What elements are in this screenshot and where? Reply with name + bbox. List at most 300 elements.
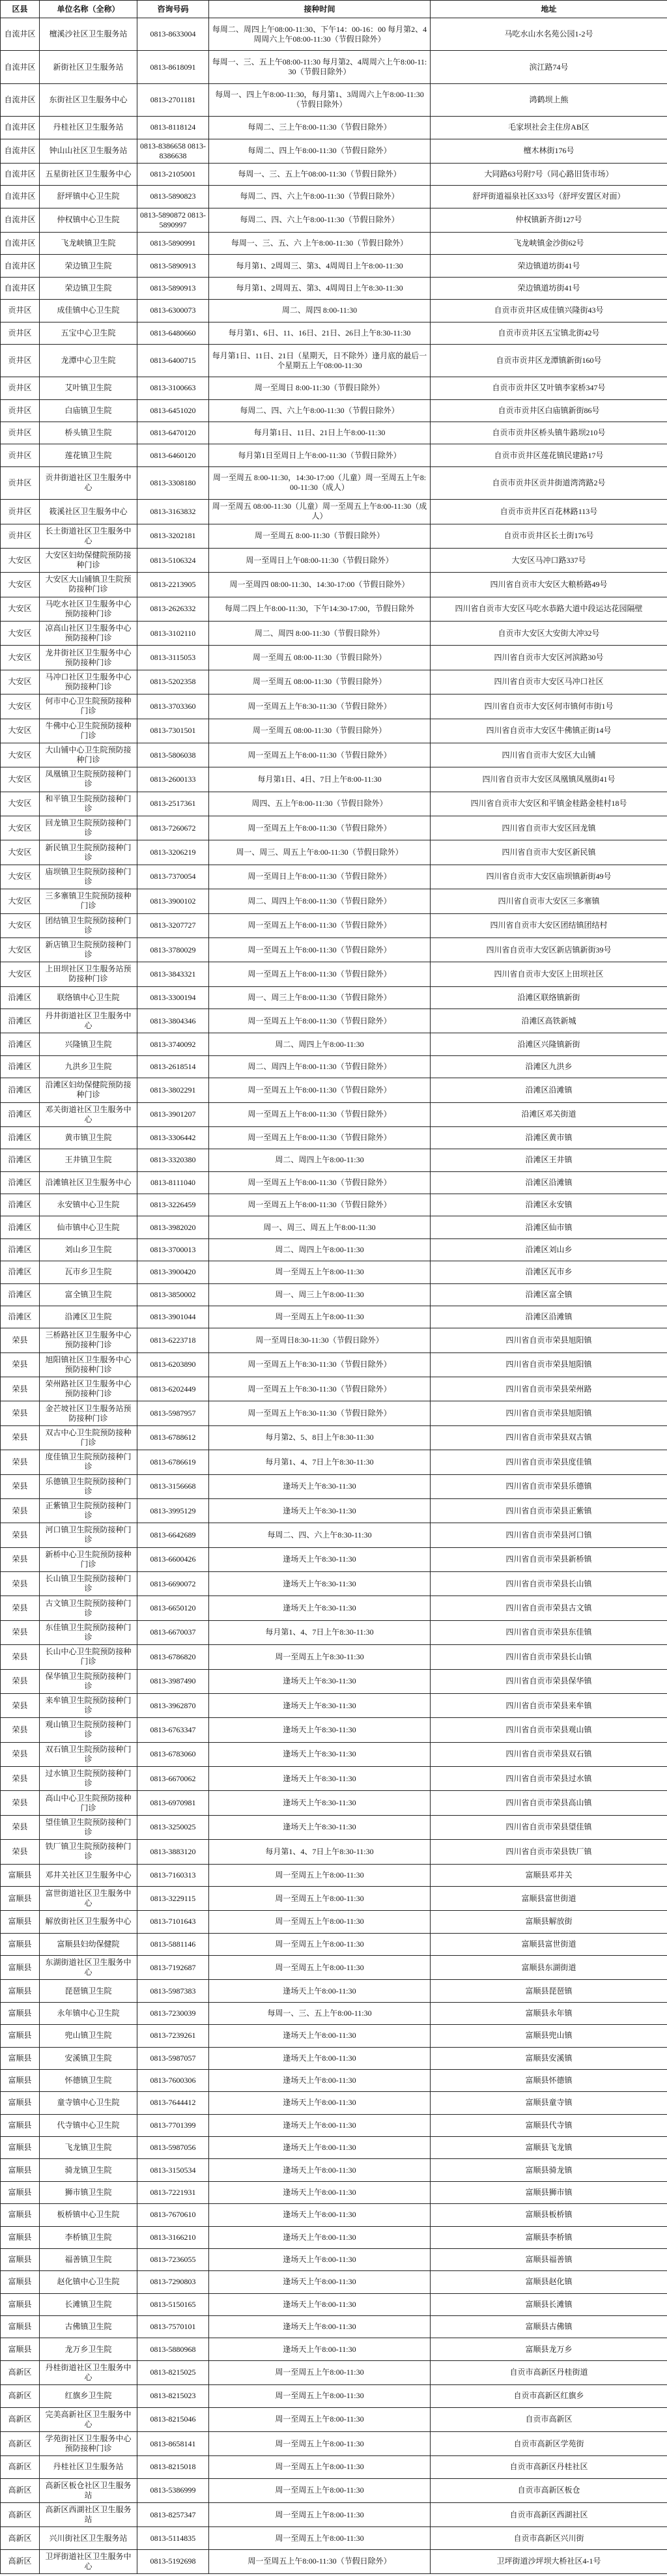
cell-district: 荣县	[1, 1620, 40, 1644]
table-row	[1, 1742, 667, 1766]
header-unit: 单位名称（全称）	[40, 1, 137, 18]
cell-unit: 过水镇卫生院预防接种门诊	[40, 1767, 137, 1791]
cell-unit: 马吃水社区卫生服务中心预防接种门诊	[40, 597, 137, 621]
cell-district: 大安区	[1, 719, 40, 743]
table-row	[1, 743, 667, 767]
table-row	[1, 1669, 667, 1693]
cell-time: 周一至周五上午8:00-11:30	[209, 2431, 431, 2455]
cell-time: 周一至周五上午8:00-11:30（节假日除外）	[209, 1126, 431, 1149]
cell-time: 每周二、四、六上午8:00-11:30（节假日除外）	[209, 186, 431, 208]
cell-address: 四川省自贡市大安区马吃水恭路大道中段运达花园隔壁	[431, 597, 667, 621]
table-row	[1, 1425, 667, 1450]
cell-time: 周二、周四 8:00-11:30（节假日除外）	[209, 622, 431, 646]
cell-time: 每月第1、4、7日上午8:30-11:30	[209, 1620, 431, 1644]
table-row	[1, 1033, 667, 1055]
cell-unit: 凉高山社区卫生服务中心预防接种门诊	[40, 622, 137, 646]
table-row	[1, 1980, 667, 2002]
cell-unit: 富顺县妇幼保健院	[40, 1933, 137, 1955]
cell-time: 周一至周五上午8:30-11:30（节假日除外）	[209, 694, 431, 719]
cell-time: 周二、周四 8:00-11:30	[209, 300, 431, 322]
cell-address: 富顺县东湖街道	[431, 1956, 667, 1980]
cell-phone: 0813-5890991	[137, 233, 209, 255]
cell-unit: 长滩镇卫生院	[40, 2293, 137, 2315]
cell-district: 大安区	[1, 573, 40, 597]
cell-time: 周一至周五上午8:00-11:30	[209, 2407, 431, 2431]
cell-address: 四川省自贡市大安区上田坝社区	[431, 962, 667, 986]
cell-unit: 大安区大山铺镇卫生院预防接种门诊	[40, 573, 137, 597]
cell-district: 沿滩区	[1, 1238, 40, 1261]
cell-district: 自流井区	[1, 186, 40, 208]
cell-unit: 龙万乡卫生院	[40, 2338, 137, 2360]
cell-time: 每周一、四上午8:00-11:30，每月第1、3周周六上午8:00-11:30（节假日除外）	[209, 83, 431, 116]
cell-phone: 0813-7701399	[137, 2114, 209, 2136]
cell-phone: 0813-3102110	[137, 622, 209, 646]
cell-unit: 龙潭中心卫生院	[40, 344, 137, 377]
cell-district: 贡井区	[1, 500, 40, 524]
cell-address: 沿滩区瓦市乡	[431, 1261, 667, 1283]
cell-district: 富顺县	[1, 2204, 40, 2226]
cell-address: 富顺县长滩镇	[431, 2293, 667, 2315]
cell-district: 荣县	[1, 1450, 40, 1474]
cell-time: 每月第1日至周日上午8:00-11:30（节假日除外）	[209, 444, 431, 466]
cell-time: 逢场天上午8:30-11:30	[209, 1596, 431, 1620]
table-row	[1, 767, 667, 792]
cell-district: 富顺县	[1, 1864, 40, 1886]
cell-district: 自流井区	[1, 233, 40, 255]
cell-address: 四川省自贡市荣县来牟镇	[431, 1693, 667, 1717]
table-row	[1, 399, 667, 422]
cell-unit: 童寺镇中心卫生院	[40, 2092, 137, 2114]
cell-phone: 0813-3306442	[137, 1126, 209, 1149]
cell-address: 四川省自贡市荣县双古镇	[431, 1425, 667, 1450]
cell-unit: 刘山乡卫生院	[40, 1238, 137, 1261]
cell-time: 周一至周五上午8:00-11:30（节假日除外）	[209, 743, 431, 767]
cell-unit: 五宝中心卫生院	[40, 322, 137, 344]
cell-time: 每月第1日、11日、21日（星期天，日不除外）逢月底的最后一个星期五上午08:00-11:30	[209, 344, 431, 377]
cell-district: 高新区	[1, 2527, 40, 2549]
cell-phone: 0813-5806038	[137, 743, 209, 767]
table-row	[1, 1216, 667, 1238]
cell-phone: 0813-6690072	[137, 1572, 209, 1596]
cell-time: 周一至周五 08:00-11:30（儿童）周一至周五上午8:00-11:30（成人）	[209, 500, 431, 524]
cell-time: 周一至周五上午8:30-11:30（节假日除外）	[209, 1352, 431, 1377]
cell-time: 周二、周四上午8:00-11:30	[209, 1149, 431, 1171]
table-row	[1, 2181, 667, 2203]
table-row	[1, 186, 667, 208]
cell-unit: 狮市镇卫生院	[40, 2181, 137, 2203]
cell-district: 贡井区	[1, 377, 40, 399]
cell-phone: 0813-6763347	[137, 1718, 209, 1742]
cell-unit: 瓦市乡卫生院	[40, 1261, 137, 1283]
cell-address: 沿滩区九洪乡	[431, 1055, 667, 1078]
cell-unit: 飞龙峡镇卫生院	[40, 233, 137, 255]
cell-time: 周一至周五上午8:00-11:30（节假日除外）	[209, 1102, 431, 1126]
cell-district: 沿滩区	[1, 1261, 40, 1283]
cell-address: 四川省自贡市大安区凤凰镇凤凰街41号	[431, 767, 667, 792]
cell-district: 富顺县	[1, 2159, 40, 2181]
cell-unit: 邓关街道社区卫生服务中心	[40, 1102, 137, 1126]
table-row	[1, 1767, 667, 1791]
cell-address: 荣边镇道坊街41号	[431, 255, 667, 277]
cell-time: 逢场天上午8:30-11:30	[209, 1815, 431, 1839]
cell-address: 四川省自贡市荣县古文镇	[431, 1596, 667, 1620]
table-row	[1, 117, 667, 139]
cell-district: 高新区	[1, 2478, 40, 2502]
cell-time: 每月第1、2周周三、第3、4周周日上午8:00-11:30	[209, 255, 431, 277]
cell-unit: 新店镇卫生院预防接种门诊	[40, 937, 137, 962]
cell-time: 逢场天上午8:00-11:30	[209, 2069, 431, 2091]
cell-time: 逢场天上午8:30-11:30	[209, 1498, 431, 1523]
cell-unit: 度佳镇卫生院预防接种门诊	[40, 1450, 137, 1474]
cell-district: 贡井区	[1, 300, 40, 322]
cell-time: 每月第1、2周周五、第3、4周周日上午8:30-11:30	[209, 277, 431, 299]
cell-district: 荣县	[1, 1742, 40, 1766]
cell-address: 自贡市高新区学苑街	[431, 2431, 667, 2455]
cell-time: 逢场天上午8:00-11:30	[209, 2092, 431, 2114]
cell-time: 每周二四上午8:00-11:30，下午14:30-17:00，节假日除外	[209, 597, 431, 621]
cell-address: 富顺县兜山镇	[431, 2025, 667, 2047]
cell-time: 周一至周五上午8:00-11:30（节假日除外）	[209, 913, 431, 937]
cell-district: 贡井区	[1, 524, 40, 548]
cell-address: 自贡市大安区大安街大冲32号	[431, 622, 667, 646]
cell-unit: 高新区板仓社区卫生服务站	[40, 2478, 137, 2502]
cell-unit: 骑龙镇卫生院	[40, 2159, 137, 2181]
cell-phone: 0813-6223718	[137, 1328, 209, 1352]
cell-unit: 古文镇卫生院预防接种门诊	[40, 1596, 137, 1620]
cell-phone: 0813-5192698	[137, 2549, 209, 2573]
cell-time: 周一至周四 08:00-11:30、14:30-17:00（节假日除外）	[209, 573, 431, 597]
cell-address: 仲权镇新齐街127号	[431, 208, 667, 232]
cell-address: 富顺县怀德镇	[431, 2069, 667, 2091]
cell-phone: 0813-3740092	[137, 1033, 209, 1055]
cell-time: 周一至周五上午8:00-11:30（节假日除外）	[209, 1194, 431, 1216]
cell-phone: 0813-7290803	[137, 2271, 209, 2293]
cell-phone: 0813-7160313	[137, 1864, 209, 1886]
cell-district: 自流井区	[1, 277, 40, 299]
cell-unit: 回龙镇卫生院预防接种门诊	[40, 816, 137, 840]
cell-phone: 0813-7192687	[137, 1956, 209, 1980]
cell-unit: 来牟镇卫生院预防接种门诊	[40, 1693, 137, 1717]
cell-address: 自贡市高新区红旗乡	[431, 2385, 667, 2407]
cell-unit: 永安镇中心卫生院	[40, 1194, 137, 1216]
cell-district: 大安区	[1, 889, 40, 913]
table-row	[1, 2527, 667, 2549]
cell-unit: 福善镇卫生院	[40, 2248, 137, 2270]
cell-phone: 0813-3901044	[137, 1306, 209, 1328]
cell-address: 富顺县富世街道	[431, 1886, 667, 1910]
cell-phone: 0813-3995129	[137, 1498, 209, 1523]
cell-district: 富顺县	[1, 2293, 40, 2315]
cell-time: 每周二、周四上午08:00-11:30、下午14：00-16：00 每月第2、4周周六上午08:00-11:30（节假日除外）	[209, 18, 431, 51]
cell-unit: 庙坝镇卫生院预防接种门诊	[40, 865, 137, 889]
cell-time: 周一至周五上午8:00-11:30	[209, 2360, 431, 2384]
cell-time: 周一至周日 8:00-11:30（节假日除外）	[209, 377, 431, 399]
cell-address: 四川省自贡市荣县旭阳镇	[431, 1352, 667, 1377]
cell-district: 大安区	[1, 865, 40, 889]
cell-time: 逢场天上午8:30-11:30	[209, 1474, 431, 1498]
cell-phone: 0813-3202181	[137, 524, 209, 548]
cell-phone: 0813-8618091	[137, 51, 209, 83]
cell-unit: 王井镇卫生院	[40, 1149, 137, 1171]
cell-district: 荣县	[1, 1840, 40, 1864]
cell-address: 四川省自贡市大安区庙坝镇新街49号	[431, 865, 667, 889]
cell-time: 周一至周五上午8:30-11:30	[209, 1645, 431, 1669]
table-row	[1, 622, 667, 646]
cell-district: 高新区	[1, 2431, 40, 2455]
cell-address: 富顺县安溪镇	[431, 2047, 667, 2069]
cell-address: 富顺县邓井关	[431, 1864, 667, 1886]
cell-phone: 0813-8111040	[137, 1171, 209, 1194]
cell-address: 四川省自贡市荣县铁厂镇	[431, 1840, 667, 1864]
cell-unit: 安溪镇卫生院	[40, 2047, 137, 2069]
cell-district: 富顺县	[1, 2271, 40, 2293]
table-row	[1, 646, 667, 670]
cell-time: 周一、周三、周五上午8:00-11:30（节假日除外）	[209, 840, 431, 865]
cell-unit: 永年镇中心卫生院	[40, 2002, 137, 2024]
table-row	[1, 719, 667, 743]
cell-phone: 0813-5106324	[137, 548, 209, 572]
table-row	[1, 233, 667, 255]
cell-unit: 何市中心卫生院预防接种门诊	[40, 694, 137, 719]
cell-address: 鸿鹤坝上熊	[431, 83, 667, 116]
table-row	[1, 1126, 667, 1149]
cell-district: 富顺县	[1, 1911, 40, 1933]
cell-unit: 荣州路社区卫生服务中心预防接种门诊	[40, 1377, 137, 1401]
cell-time: 周一至周五上午8:00-11:30	[209, 1911, 431, 1933]
cell-phone: 0813-8215023	[137, 2385, 209, 2407]
cell-phone: 0813-6786619	[137, 1450, 209, 1474]
cell-district: 富顺县	[1, 1956, 40, 1980]
cell-district: 贡井区	[1, 444, 40, 466]
cell-time: 逢场天上午8:00-11:30	[209, 2114, 431, 2136]
cell-unit: 丹井街道社区卫生服务中心	[40, 1009, 137, 1033]
cell-unit: 东街社区卫生服务中心	[40, 83, 137, 116]
table-row	[1, 2503, 667, 2527]
table-row	[1, 1377, 667, 1401]
cell-phone: 0813-8386658 0813-8386638	[137, 139, 209, 163]
cell-address: 飞龙峡镇金沙街62号	[431, 233, 667, 255]
table-row	[1, 1596, 667, 1620]
cell-address: 四川省自贡市大安区大粮桥路49号	[431, 573, 667, 597]
cell-address: 毛家坝社会主住房AB区	[431, 117, 667, 139]
cell-time: 逢场天上午8:00-11:30	[209, 2137, 431, 2159]
cell-address: 四川省自贡市荣县长山镇	[431, 1572, 667, 1596]
cell-unit: 三多寨镇卫生院预防接种门诊	[40, 889, 137, 913]
cell-address: 富顺县板桥镇	[431, 2204, 667, 2226]
cell-time: 每周二、三上午8:00-11:30（节假日除外）	[209, 117, 431, 139]
cell-time: 逢场天上午8:00-11:30	[209, 2271, 431, 2293]
cell-address: 自贡市贡井区长土街176号	[431, 524, 667, 548]
cell-district: 大安区	[1, 962, 40, 986]
cell-address: 富顺县富世街道	[431, 1933, 667, 1955]
table-row	[1, 2114, 667, 2136]
cell-time: 周一至周五上午8:00-11:30	[209, 2527, 431, 2549]
cell-time: 周一至周五上午8:00-11:30	[209, 1261, 431, 1283]
cell-address: 四川省自贡市大安区回龙镇	[431, 816, 667, 840]
cell-address: 沿滩区王井镇	[431, 1149, 667, 1171]
cell-phone: 0813-3207727	[137, 913, 209, 937]
cell-address: 富顺县代寺镇	[431, 2114, 667, 2136]
cell-time: 周一至周五上午8:00-11:30（节假日除外）	[209, 962, 431, 986]
table-row	[1, 2407, 667, 2431]
cell-district: 大安区	[1, 597, 40, 621]
cell-unit: 丹桂社区卫生服务站	[40, 117, 137, 139]
cell-district: 自流井区	[1, 139, 40, 163]
cell-district: 富顺县	[1, 2092, 40, 2114]
cell-time: 每月第1、6日、11、16日、21日、26日上午8:30-11:30	[209, 322, 431, 344]
cell-phone: 0813-3308180	[137, 466, 209, 499]
table-row	[1, 2360, 667, 2384]
table-row	[1, 865, 667, 889]
cell-unit: 沿滩区妇幼保健院预防接种门诊	[40, 1078, 137, 1102]
cell-address: 沿滩区永安镇	[431, 1194, 667, 1216]
cell-district: 荣县	[1, 1767, 40, 1791]
header-time: 接种时间	[209, 1, 431, 18]
cell-unit: 钟山山社区卫生服务站	[40, 139, 137, 163]
cell-address: 富顺县狮市镇	[431, 2181, 667, 2203]
cell-district: 贡井区	[1, 399, 40, 422]
table-row	[1, 1933, 667, 1955]
cell-phone: 0813-3156668	[137, 1474, 209, 1498]
cell-time: 每月第1日、4日、7日上午8:00-11:30	[209, 767, 431, 792]
cell-district: 高新区	[1, 2503, 40, 2527]
cell-district: 沿滩区	[1, 1033, 40, 1055]
cell-time: 周一至周五 8:00-11:30（节假日除外）	[209, 524, 431, 548]
cell-phone: 0813-2517361	[137, 792, 209, 816]
cell-phone: 0813-7260672	[137, 816, 209, 840]
table-row	[1, 1328, 667, 1352]
cell-unit: 兴川街社区卫生服务站	[40, 2527, 137, 2549]
table-row	[1, 18, 667, 51]
cell-address: 富顺县龙万乡	[431, 2338, 667, 2360]
cell-time: 周二、周四上午8:00-11:30（节假日除外）	[209, 1055, 431, 1078]
cell-address: 沿滩区邓关街道	[431, 1102, 667, 1126]
cell-time: 周一至周五上午8:00-11:30（节假日除外）	[209, 1171, 431, 1194]
cell-address: 四川省自贡市荣县东佳镇	[431, 1620, 667, 1644]
cell-unit: 正紫镇卫生院预防接种门诊	[40, 1498, 137, 1523]
cell-unit: 大安区妇幼保健院预防接种门诊	[40, 548, 137, 572]
cell-unit: 仲权镇中心卫生院	[40, 208, 137, 232]
cell-unit: 团结镇卫生院预防接种门诊	[40, 913, 137, 937]
table-row	[1, 1498, 667, 1523]
table-row	[1, 1840, 667, 1864]
cell-time: 每周二、四、六上午8:00-11:30（节假日除外）	[209, 399, 431, 422]
cell-district: 荣县	[1, 1328, 40, 1352]
cell-time: 每周一、三、五上午08:00-11:30（节假日除外）	[209, 163, 431, 185]
cell-phone: 0813-7230039	[137, 2002, 209, 2024]
table-row	[1, 2338, 667, 2360]
cell-phone: 0813-6670037	[137, 1620, 209, 1644]
cell-time: 每周一、三、五、六 上午8:00-11:30（节假日除外）	[209, 233, 431, 255]
cell-unit: 长山中心卫生院预防接种门诊	[40, 1645, 137, 1669]
cell-address: 沿滩区仙市镇	[431, 1216, 667, 1238]
cell-phone: 0813-6470120	[137, 422, 209, 444]
cell-phone: 0813-6642689	[137, 1523, 209, 1547]
table-row	[1, 1791, 667, 1815]
table-row	[1, 1261, 667, 1283]
cell-phone: 0813-3982020	[137, 1216, 209, 1238]
cell-time: 逢场天上午8:00-11:30	[209, 2248, 431, 2270]
cell-district: 沿滩区	[1, 1126, 40, 1149]
cell-address: 富顺县古佛镇	[431, 2316, 667, 2338]
table-row	[1, 2204, 667, 2226]
cell-time: 周一至周五上午8:00-11:30	[209, 2385, 431, 2407]
cell-district: 富顺县	[1, 2181, 40, 2203]
cell-phone: 0813-3962870	[137, 1693, 209, 1717]
cell-phone: 0813-3883120	[137, 1840, 209, 1864]
cell-phone: 0813-5150165	[137, 2293, 209, 2315]
cell-time: 周一至周五上午8:00-11:30	[209, 1864, 431, 1886]
cell-unit: 东湖街道社区卫生服务中心	[40, 1956, 137, 1980]
table-row	[1, 255, 667, 277]
cell-district: 大安区	[1, 670, 40, 694]
table-row	[1, 163, 667, 185]
cell-district: 沿滩区	[1, 1171, 40, 1194]
cell-phone: 0813-7670610	[137, 2204, 209, 2226]
cell-phone: 0813-6203890	[137, 1352, 209, 1377]
cell-phone: 0813-3703360	[137, 694, 209, 719]
table-row	[1, 1238, 667, 1261]
cell-unit: 乐德镇卫生院预防接种门诊	[40, 1474, 137, 1498]
cell-time: 每月第2、5、8日上午8:30-11:30	[209, 1425, 431, 1450]
table-row	[1, 816, 667, 840]
table-row	[1, 51, 667, 83]
header-row	[1, 1, 667, 18]
cell-address: 自贡市贡井区白庙镇新街86号	[431, 399, 667, 422]
cell-district: 富顺县	[1, 1933, 40, 1955]
table-row	[1, 208, 667, 232]
cell-unit: 怀德镇卫生院	[40, 2069, 137, 2091]
cell-district: 自流井区	[1, 18, 40, 51]
cell-unit: 仙市镇中心卫生院	[40, 1216, 137, 1238]
cell-phone: 0813-7600306	[137, 2069, 209, 2091]
cell-district: 贡井区	[1, 344, 40, 377]
cell-address: 四川省自贡市大安区马冲口社区	[431, 670, 667, 694]
cell-time: 逢场天上午8:00-11:30	[209, 1980, 431, 2002]
cell-address: 沿滩区兴隆镇新街	[431, 1033, 667, 1055]
cell-phone: 0813-2600133	[137, 767, 209, 792]
cell-time: 周一至周五上午8:00-11:30（节假日除外）	[209, 2549, 431, 2573]
cell-district: 大安区	[1, 646, 40, 670]
table-row	[1, 2549, 667, 2573]
cell-time: 逢场天上午8:00-11:30	[209, 2181, 431, 2203]
cell-phone: 0813-5890872 0813-5890997	[137, 208, 209, 232]
cell-phone: 0813-2701181	[137, 83, 209, 116]
cell-phone: 0813-7239261	[137, 2025, 209, 2047]
cell-phone: 0813-7236055	[137, 2248, 209, 2270]
cell-address: 大安区马冲口路337号	[431, 548, 667, 572]
header-address: 地址	[431, 1, 667, 18]
cell-time: 逢场天上午8:30-11:30	[209, 1718, 431, 1742]
cell-address: 四川省自贡市荣县河口镇	[431, 1523, 667, 1547]
table-row	[1, 2159, 667, 2181]
cell-unit: 解放街社区卫生服务中心	[40, 1911, 137, 1933]
table-row	[1, 2137, 667, 2159]
cell-address: 自贡市高新区	[431, 2407, 667, 2431]
cell-time: 周二、周四上午8:00-11:30	[209, 1238, 431, 1261]
cell-unit: 龙井街社区卫生服务中心预防接种门诊	[40, 646, 137, 670]
cell-unit: 丹桂社区卫生服务站	[40, 2456, 137, 2478]
table-row	[1, 377, 667, 399]
cell-district: 荣县	[1, 1425, 40, 1450]
cell-phone: 0813-7570101	[137, 2316, 209, 2338]
cell-time: 周一、周三上午8:00-11:30	[209, 1283, 431, 1306]
cell-time: 周一至周五上午8:00-11:30	[209, 1956, 431, 1980]
cell-address: 四川省自贡市大安区团结镇团结村	[431, 913, 667, 937]
table-row	[1, 792, 667, 816]
cell-phone: 0813-5987057	[137, 2047, 209, 2069]
cell-address: 四川省自贡市大安区新民镇	[431, 840, 667, 865]
